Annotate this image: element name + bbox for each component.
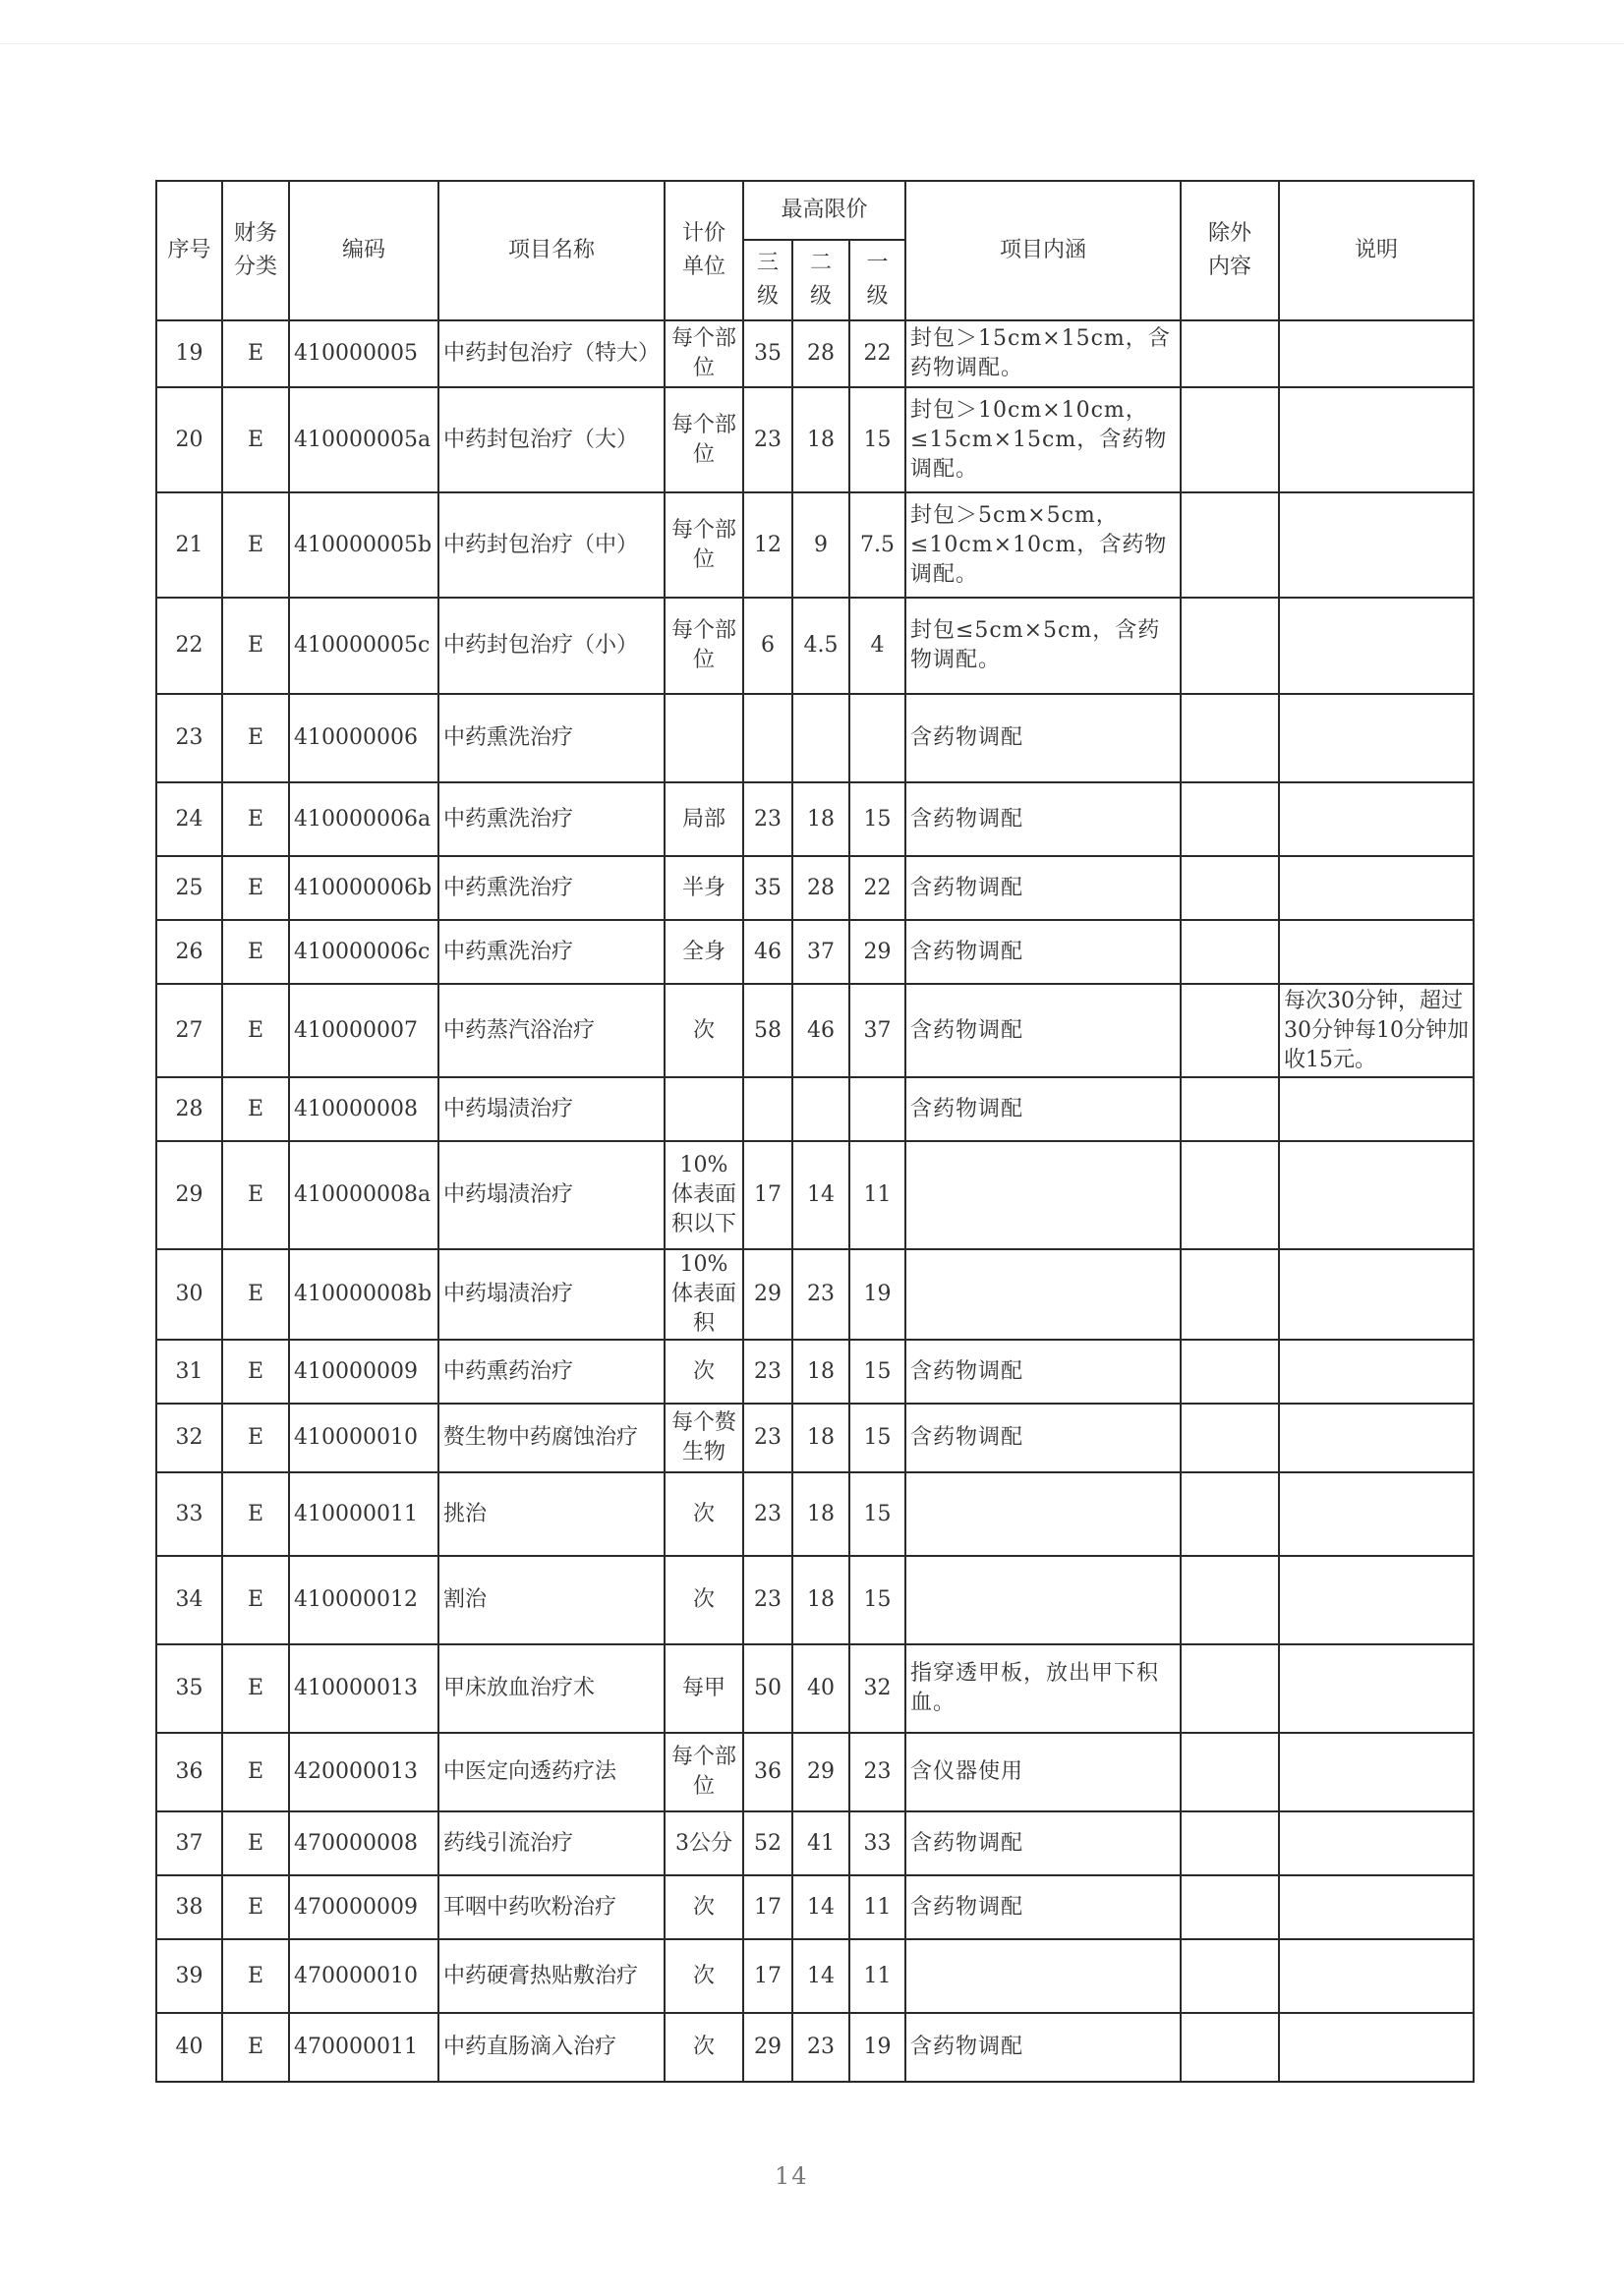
row-price-level1: 15: [849, 1340, 905, 1404]
row-seq: 40: [156, 2013, 222, 2082]
table-row: [156, 1556, 1474, 1644]
row-content: 含药物调配: [905, 984, 1181, 1077]
row-item-name: 中药塌渍治疗: [438, 1249, 665, 1340]
row-content: 含药物调配: [905, 856, 1181, 920]
row-excluded: [1181, 1875, 1279, 1939]
row-item-name: 中药封包治疗（小）: [438, 598, 665, 694]
row-price-level1: 15: [849, 1472, 905, 1556]
row-content: 含仪器使用: [905, 1733, 1181, 1811]
row-finance-category: E: [222, 920, 289, 984]
row-finance-category: E: [222, 694, 289, 782]
row-content: 含药物调配: [905, 1811, 1181, 1875]
row-seq: 32: [156, 1404, 222, 1472]
row-pricing-unit: 次: [665, 1556, 743, 1644]
row-note: [1279, 387, 1474, 492]
row-price-level3: [743, 1077, 792, 1141]
row-item-name: 甲床放血治疗术: [438, 1644, 665, 1733]
row-pricing-unit: 每个部位: [665, 598, 743, 694]
row-excluded: [1181, 1939, 1279, 2013]
row-price-level2: 18: [792, 782, 849, 856]
row-price-level2: 14: [792, 1141, 849, 1249]
table-row: [156, 1141, 1474, 1249]
row-price-level3: 36: [743, 1733, 792, 1811]
table-row: [156, 1644, 1474, 1733]
row-code: 410000007: [289, 984, 438, 1077]
row-finance-category: E: [222, 1644, 289, 1733]
row-finance-category: E: [222, 1340, 289, 1404]
row-excluded: [1181, 492, 1279, 598]
row-price-level3: 23: [743, 1472, 792, 1556]
row-price-level1: 23: [849, 1733, 905, 1811]
row-note: [1279, 1340, 1474, 1404]
row-item-name: 中药封包治疗（中）: [438, 492, 665, 598]
row-seq: 23: [156, 694, 222, 782]
row-price-level2: 18: [792, 387, 849, 492]
row-price-level3: 6: [743, 598, 792, 694]
row-note: [1279, 320, 1474, 387]
row-pricing-unit: 3公分: [665, 1811, 743, 1875]
row-price-level1: 15: [849, 782, 905, 856]
row-item-name: 中药熏洗治疗: [438, 920, 665, 984]
row-price-level1: 37: [849, 984, 905, 1077]
row-price-level2: 14: [792, 1875, 849, 1939]
row-code: 410000006c: [289, 920, 438, 984]
row-note: [1279, 1556, 1474, 1644]
row-price-level1: 29: [849, 920, 905, 984]
table-row: [156, 782, 1474, 856]
row-price-level2: 28: [792, 856, 849, 920]
row-item-name: 中药塌渍治疗: [438, 1141, 665, 1249]
row-code: 410000005a: [289, 387, 438, 492]
row-excluded: [1181, 782, 1279, 856]
row-seq: 26: [156, 920, 222, 984]
row-finance-category: E: [222, 1472, 289, 1556]
row-price-level2: 29: [792, 1733, 849, 1811]
row-pricing-unit: 次: [665, 984, 743, 1077]
table-row: [156, 984, 1474, 1077]
row-price-level2: 46: [792, 984, 849, 1077]
row-note: [1279, 2013, 1474, 2082]
row-seq: 28: [156, 1077, 222, 1141]
row-content: 含药物调配: [905, 782, 1181, 856]
row-excluded: [1181, 1556, 1279, 1644]
row-code: 470000011: [289, 2013, 438, 2082]
row-item-name: 中药熏药治疗: [438, 1340, 665, 1404]
row-seq: 35: [156, 1644, 222, 1733]
row-price-level2: 18: [792, 1404, 849, 1472]
row-note: [1279, 1077, 1474, 1141]
row-price-level2: 18: [792, 1472, 849, 1556]
row-content: 含药物调配: [905, 694, 1181, 782]
row-note: [1279, 856, 1474, 920]
row-seq: 38: [156, 1875, 222, 1939]
row-code: 470000010: [289, 1939, 438, 2013]
row-content: 含药物调配: [905, 1404, 1181, 1472]
row-finance-category: E: [222, 1939, 289, 2013]
row-finance-category: E: [222, 1811, 289, 1875]
row-excluded: [1181, 1249, 1279, 1340]
row-price-level1: 15: [849, 1556, 905, 1644]
row-price-level1: 7.5: [849, 492, 905, 598]
row-excluded: [1181, 984, 1279, 1077]
row-price-level1: 33: [849, 1811, 905, 1875]
row-finance-category: E: [222, 1249, 289, 1340]
row-excluded: [1181, 598, 1279, 694]
row-price-level3: 50: [743, 1644, 792, 1733]
table-row: [156, 1249, 1474, 1340]
table-row: [156, 1077, 1474, 1141]
row-seq: 27: [156, 984, 222, 1077]
row-seq: 36: [156, 1733, 222, 1811]
row-content: [905, 1939, 1181, 2013]
row-price-level2: 28: [792, 320, 849, 387]
row-content: 含药物调配: [905, 1340, 1181, 1404]
row-code: 470000008: [289, 1811, 438, 1875]
row-finance-category: E: [222, 1077, 289, 1141]
row-note: [1279, 492, 1474, 598]
row-excluded: [1181, 1644, 1279, 1733]
row-item-name: 中药塌渍治疗: [438, 1077, 665, 1141]
row-item-name: 中药蒸汽浴治疗: [438, 984, 665, 1077]
price-table: [155, 180, 1475, 2083]
row-price-level3: 52: [743, 1811, 792, 1875]
row-price-level3: 12: [743, 492, 792, 598]
row-pricing-unit: 每甲: [665, 1644, 743, 1733]
row-content: 封包＞5cm×5cm，≤10cm×10cm，含药物调配。: [905, 492, 1181, 598]
row-finance-category: E: [222, 1875, 289, 1939]
row-seq: 39: [156, 1939, 222, 2013]
row-price-level3: 17: [743, 1939, 792, 2013]
row-price-level1: 22: [849, 320, 905, 387]
row-code: 410000009: [289, 1340, 438, 1404]
row-note: [1279, 920, 1474, 984]
row-code: 410000010: [289, 1404, 438, 1472]
row-excluded: [1181, 920, 1279, 984]
row-price-level2: 14: [792, 1939, 849, 2013]
row-excluded: [1181, 1141, 1279, 1249]
row-code: 410000013: [289, 1644, 438, 1733]
row-pricing-unit: 次: [665, 2013, 743, 2082]
row-price-level3: [743, 694, 792, 782]
row-code: 410000005c: [289, 598, 438, 694]
row-price-level1: 22: [849, 856, 905, 920]
row-price-level3: 23: [743, 782, 792, 856]
row-pricing-unit: 次: [665, 1939, 743, 2013]
row-note: [1279, 1875, 1474, 1939]
header-level1: 一级: [849, 240, 905, 320]
row-finance-category: E: [222, 1404, 289, 1472]
row-seq: 29: [156, 1141, 222, 1249]
row-pricing-unit: 次: [665, 1472, 743, 1556]
row-price-level1: 4: [849, 598, 905, 694]
row-seq: 37: [156, 1811, 222, 1875]
row-excluded: [1181, 1077, 1279, 1141]
row-price-level1: 19: [849, 1249, 905, 1340]
row-price-level1: [849, 1077, 905, 1141]
row-seq: 24: [156, 782, 222, 856]
row-code: 410000005b: [289, 492, 438, 598]
table-header: [156, 181, 1474, 320]
table-row: [156, 1404, 1474, 1472]
row-price-level3: 35: [743, 320, 792, 387]
row-finance-category: E: [222, 492, 289, 598]
table-row: [156, 694, 1474, 782]
row-content: 封包＞10cm×10cm，≤15cm×15cm，含药物调配。: [905, 387, 1181, 492]
row-price-level3: 29: [743, 1249, 792, 1340]
row-price-level1: 19: [849, 2013, 905, 2082]
row-pricing-unit: 半身: [665, 856, 743, 920]
row-pricing-unit: 10%体表面积以下: [665, 1141, 743, 1249]
row-seq: 21: [156, 492, 222, 598]
header-seq: 序号: [156, 181, 222, 320]
row-item-name: 挑治: [438, 1472, 665, 1556]
row-code: 410000006a: [289, 782, 438, 856]
row-note: [1279, 1249, 1474, 1340]
table-row: [156, 920, 1474, 984]
row-item-name: 割治: [438, 1556, 665, 1644]
row-price-level1: 11: [849, 1141, 905, 1249]
header-content: 项目内涵: [905, 181, 1181, 320]
row-item-name: 中药熏洗治疗: [438, 782, 665, 856]
row-price-level1: 15: [849, 387, 905, 492]
row-pricing-unit: [665, 694, 743, 782]
row-content: 含药物调配: [905, 2013, 1181, 2082]
row-price-level2: 23: [792, 1249, 849, 1340]
row-excluded: [1181, 856, 1279, 920]
header-code: 编码: [289, 181, 438, 320]
row-pricing-unit: 每个部位: [665, 492, 743, 598]
row-note: [1279, 1811, 1474, 1875]
header-level2: 二级: [792, 240, 849, 320]
row-price-level1: 15: [849, 1404, 905, 1472]
row-note: [1279, 1141, 1474, 1249]
row-price-level2: 4.5: [792, 598, 849, 694]
table-row: [156, 1472, 1474, 1556]
row-price-level2: 40: [792, 1644, 849, 1733]
row-price-level2: 9: [792, 492, 849, 598]
row-content: 含药物调配: [905, 1077, 1181, 1141]
page-number: 14: [775, 2162, 809, 2190]
row-code: 410000006: [289, 694, 438, 782]
row-excluded: [1181, 320, 1279, 387]
row-excluded: [1181, 1472, 1279, 1556]
row-code: 410000006b: [289, 856, 438, 920]
table-row: [156, 320, 1474, 387]
row-finance-category: E: [222, 387, 289, 492]
row-price-level3: 46: [743, 920, 792, 984]
row-price-level1: [849, 694, 905, 782]
row-pricing-unit: 每个部位: [665, 1733, 743, 1811]
row-code: 410000011: [289, 1472, 438, 1556]
row-excluded: [1181, 387, 1279, 492]
row-item-name: 中药直肠滴入治疗: [438, 2013, 665, 2082]
row-content: [905, 1472, 1181, 1556]
row-code: 410000008a: [289, 1141, 438, 1249]
row-price-level2: 41: [792, 1811, 849, 1875]
row-finance-category: E: [222, 782, 289, 856]
row-excluded: [1181, 2013, 1279, 2082]
table-row: [156, 856, 1474, 920]
row-note: [1279, 782, 1474, 856]
row-finance-category: E: [222, 1733, 289, 1811]
row-code: 410000008b: [289, 1249, 438, 1340]
row-seq: 30: [156, 1249, 222, 1340]
row-note: [1279, 694, 1474, 782]
row-price-level2: [792, 694, 849, 782]
row-pricing-unit: 次: [665, 1340, 743, 1404]
row-price-level3: 23: [743, 387, 792, 492]
row-pricing-unit: 每个赘生物: [665, 1404, 743, 1472]
row-item-name: 中医定向透药疗法: [438, 1733, 665, 1811]
row-code: 470000009: [289, 1875, 438, 1939]
row-finance-category: E: [222, 1141, 289, 1249]
row-item-name: 药线引流治疗: [438, 1811, 665, 1875]
row-price-level1: 11: [849, 1939, 905, 2013]
row-note: [1279, 1644, 1474, 1733]
row-finance-category: E: [222, 856, 289, 920]
header-level3: 三级: [743, 240, 792, 320]
row-content: [905, 1556, 1181, 1644]
row-excluded: [1181, 1404, 1279, 1472]
row-price-level3: 35: [743, 856, 792, 920]
row-code: 410000005: [289, 320, 438, 387]
row-note: [1279, 1404, 1474, 1472]
row-finance-category: E: [222, 1556, 289, 1644]
row-item-name: 中药熏洗治疗: [438, 856, 665, 920]
row-price-level3: 17: [743, 1875, 792, 1939]
row-note: [1279, 598, 1474, 694]
row-price-level2: 23: [792, 2013, 849, 2082]
row-price-level3: 29: [743, 2013, 792, 2082]
row-price-level3: 17: [743, 1141, 792, 1249]
row-pricing-unit: 10%体表面积: [665, 1249, 743, 1340]
row-price-level2: 37: [792, 920, 849, 984]
row-pricing-unit: 局部: [665, 782, 743, 856]
row-price-level2: [792, 1077, 849, 1141]
row-price-level2: 18: [792, 1340, 849, 1404]
table-row: [156, 598, 1474, 694]
table-row: [156, 1340, 1474, 1404]
row-seq: 31: [156, 1340, 222, 1404]
row-code: 420000013: [289, 1733, 438, 1811]
row-seq: 19: [156, 320, 222, 387]
row-pricing-unit: [665, 1077, 743, 1141]
row-code: 410000008: [289, 1077, 438, 1141]
row-finance-category: E: [222, 320, 289, 387]
row-price-level1: 32: [849, 1644, 905, 1733]
row-seq: 22: [156, 598, 222, 694]
header-item-name: 项目名称: [438, 181, 665, 320]
row-excluded: [1181, 1811, 1279, 1875]
row-price-level1: 11: [849, 1875, 905, 1939]
table-row: [156, 1939, 1474, 2013]
row-code: 410000012: [289, 1556, 438, 1644]
row-price-level3: 23: [743, 1404, 792, 1472]
row-item-name: 中药封包治疗（特大）: [438, 320, 665, 387]
row-price-level3: 23: [743, 1340, 792, 1404]
row-content: 指穿透甲板，放出甲下积血。: [905, 1644, 1181, 1733]
header-finance-category: 财务分类: [222, 181, 289, 320]
row-excluded: [1181, 1340, 1279, 1404]
row-price-level3: 23: [743, 1556, 792, 1644]
row-item-name: 中药硬膏热贴敷治疗: [438, 1939, 665, 2013]
row-finance-category: E: [222, 598, 289, 694]
row-pricing-unit: 每个部位: [665, 320, 743, 387]
row-content: 含药物调配: [905, 920, 1181, 984]
table-row: [156, 387, 1474, 492]
row-note: 每次30分钟，超过30分钟每10分钟加收15元。: [1279, 984, 1474, 1077]
table-row: [156, 492, 1474, 598]
row-finance-category: E: [222, 984, 289, 1077]
page-top-edge: [0, 43, 1624, 44]
header-pricing-unit: 计价单位: [665, 181, 743, 320]
header-note: 说明: [1279, 181, 1474, 320]
row-price-level2: 18: [792, 1556, 849, 1644]
row-note: [1279, 1939, 1474, 2013]
header-max-price: 最高限价: [743, 181, 905, 240]
row-seq: 33: [156, 1472, 222, 1556]
header-excluded: 除外内容: [1181, 181, 1279, 320]
table-row: [156, 1733, 1474, 1811]
row-item-name: 耳咽中药吹粉治疗: [438, 1875, 665, 1939]
row-content: 封包≤5cm×5cm，含药物调配。: [905, 598, 1181, 694]
row-item-name: 赘生物中药腐蚀治疗: [438, 1404, 665, 1472]
row-content: 封包＞15cm×15cm，含药物调配。: [905, 320, 1181, 387]
row-content: [905, 1249, 1181, 1340]
row-excluded: [1181, 1733, 1279, 1811]
row-seq: 34: [156, 1556, 222, 1644]
row-note: [1279, 1733, 1474, 1811]
row-seq: 25: [156, 856, 222, 920]
row-note: [1279, 1472, 1474, 1556]
row-content: 含药物调配: [905, 1875, 1181, 1939]
row-finance-category: E: [222, 2013, 289, 2082]
table-row: [156, 2013, 1474, 2082]
row-seq: 20: [156, 387, 222, 492]
row-pricing-unit: 次: [665, 1875, 743, 1939]
row-pricing-unit: 全身: [665, 920, 743, 984]
row-pricing-unit: 每个部位: [665, 387, 743, 492]
row-item-name: 中药封包治疗（大）: [438, 387, 665, 492]
row-item-name: 中药熏洗治疗: [438, 694, 665, 782]
row-price-level3: 58: [743, 984, 792, 1077]
row-content: [905, 1141, 1181, 1249]
table-body: [156, 320, 1474, 2082]
table-row: [156, 1811, 1474, 1875]
table-row: [156, 1875, 1474, 1939]
row-excluded: [1181, 694, 1279, 782]
